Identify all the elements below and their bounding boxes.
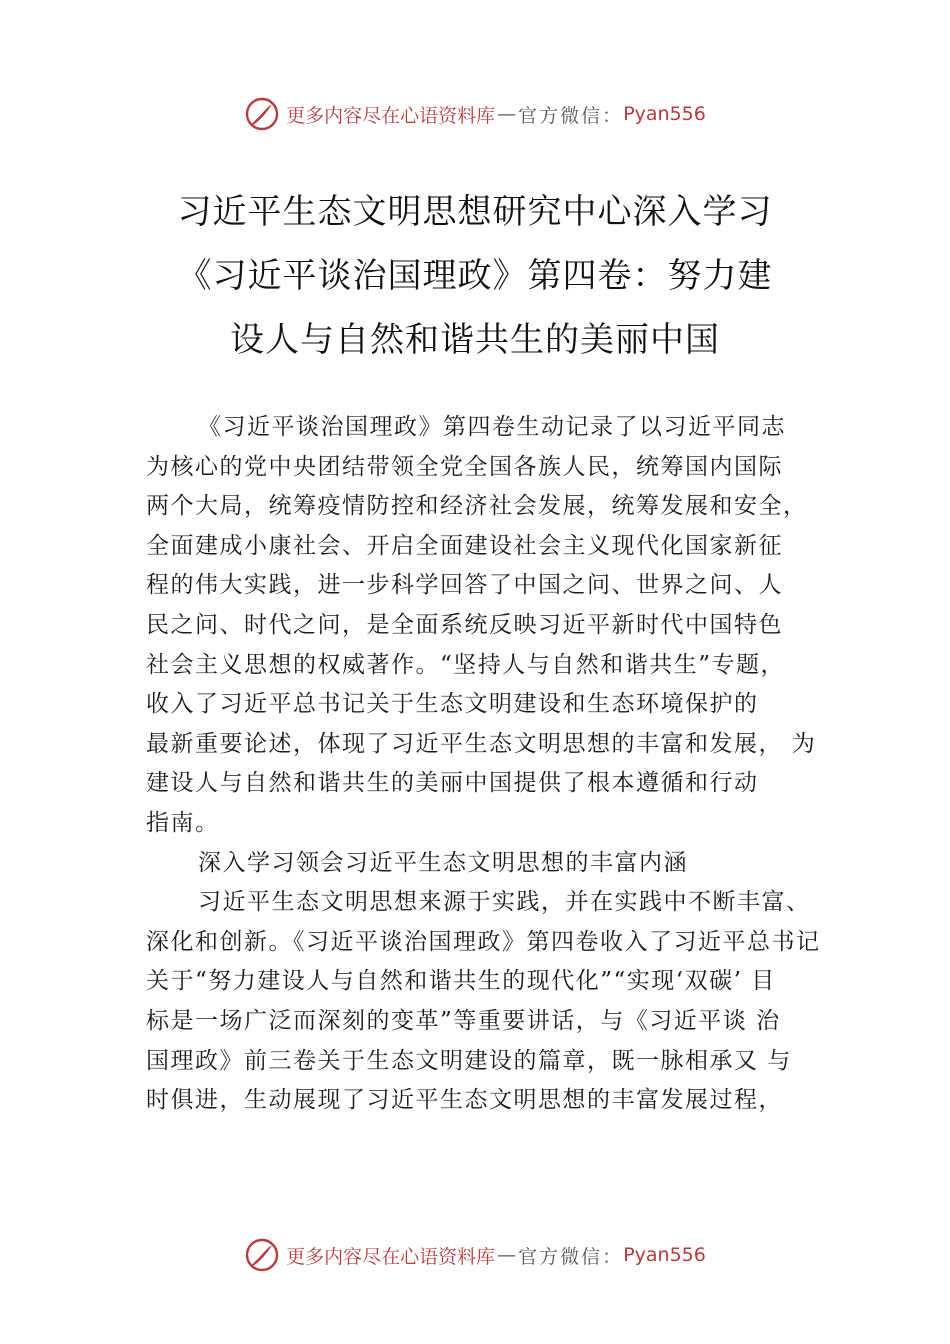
text-line: 程的伟大实践，进一步科学回答了中国之问、世界之问、人 bbox=[146, 572, 783, 599]
feather-logo-icon bbox=[244, 96, 280, 132]
banner-separator: — bbox=[497, 1244, 517, 1266]
banner-wechat-label: 官方微信： bbox=[518, 104, 624, 127]
text-line: 收入了习近平总书记关于生态文明建设和生态环境保护的 bbox=[146, 691, 759, 718]
text-line: 深入学习领会习近平生态文明思想的丰富内涵 bbox=[198, 849, 688, 876]
banner-prefix: 更多内容尽在心语资料库 bbox=[286, 1245, 496, 1268]
text-line: 时俱进，生动展现了习近平生态文明思想的丰富发展过程， bbox=[146, 1087, 783, 1114]
document-body bbox=[146, 408, 836, 1121]
banner-separator: — bbox=[497, 103, 517, 125]
text-line: 习近平生态文明思想来源于实践，并在实践中不断丰富、 bbox=[198, 889, 811, 916]
text-line: 建设人与自然和谐共生的美丽中国提供了根本遵循和行动 bbox=[146, 770, 759, 797]
text-line: 民之问、时代之问，是全面系统反映习近平新时代中国特色 bbox=[146, 611, 783, 638]
text-line: 指南。 bbox=[146, 809, 220, 836]
header-banner bbox=[0, 96, 950, 132]
banner-prefix: 更多内容尽在心语资料库 bbox=[286, 104, 496, 127]
text-line: 全面建成小康社会、开启全面建设社会主义现代化国家新征 bbox=[146, 532, 783, 559]
banner-wechat-handle: Pyan556 bbox=[623, 1244, 706, 1266]
title-line: 习近平生态文明思想研究中心深入学习 bbox=[177, 192, 773, 232]
text-line: 《习近平谈治国理政》第四卷生动记录了以习近平同志 bbox=[198, 414, 786, 440]
feather-logo-icon bbox=[244, 1237, 280, 1273]
text-line: 为核心的党中央团结带领全党全国各族人民，统筹国内国际 bbox=[146, 453, 783, 480]
title-line: 《习近平谈治国理政》第四卷：努力建 bbox=[177, 256, 773, 296]
text-line: 两个大局，统筹疫情防控和经济社会发展，统筹发展和安全， bbox=[146, 493, 808, 520]
title-line: 设人与自然和谐共生的美丽中国 bbox=[230, 320, 720, 360]
text-line: 深化和创新。《习近平谈治国理政》第四卷收入了习近平总书记 bbox=[146, 928, 821, 955]
text-line: 社会主义思想的权威著作。“坚持人与自然和谐共生”专题， bbox=[146, 651, 786, 678]
text-line: 标是一场广泛而深刻的变革”等重要讲话，与《习近平谈 治 bbox=[146, 1007, 781, 1034]
banner-wechat-label: 官方微信： bbox=[518, 1245, 624, 1268]
footer-banner bbox=[0, 1237, 950, 1273]
document-title bbox=[0, 180, 950, 372]
text-line: 国理政》前三卷关于生态文明建设的篇章，既一脉相承又 与 bbox=[146, 1047, 792, 1074]
text-line: 关于“努力建设人与自然和谐共生的现代化”“实现‘双碳’ 目 bbox=[146, 968, 776, 995]
text-line: 最新重要论述，体现了习近平生态文明思想的丰富和发展， 为 bbox=[146, 730, 817, 757]
banner-wechat-handle: Pyan556 bbox=[623, 103, 706, 125]
